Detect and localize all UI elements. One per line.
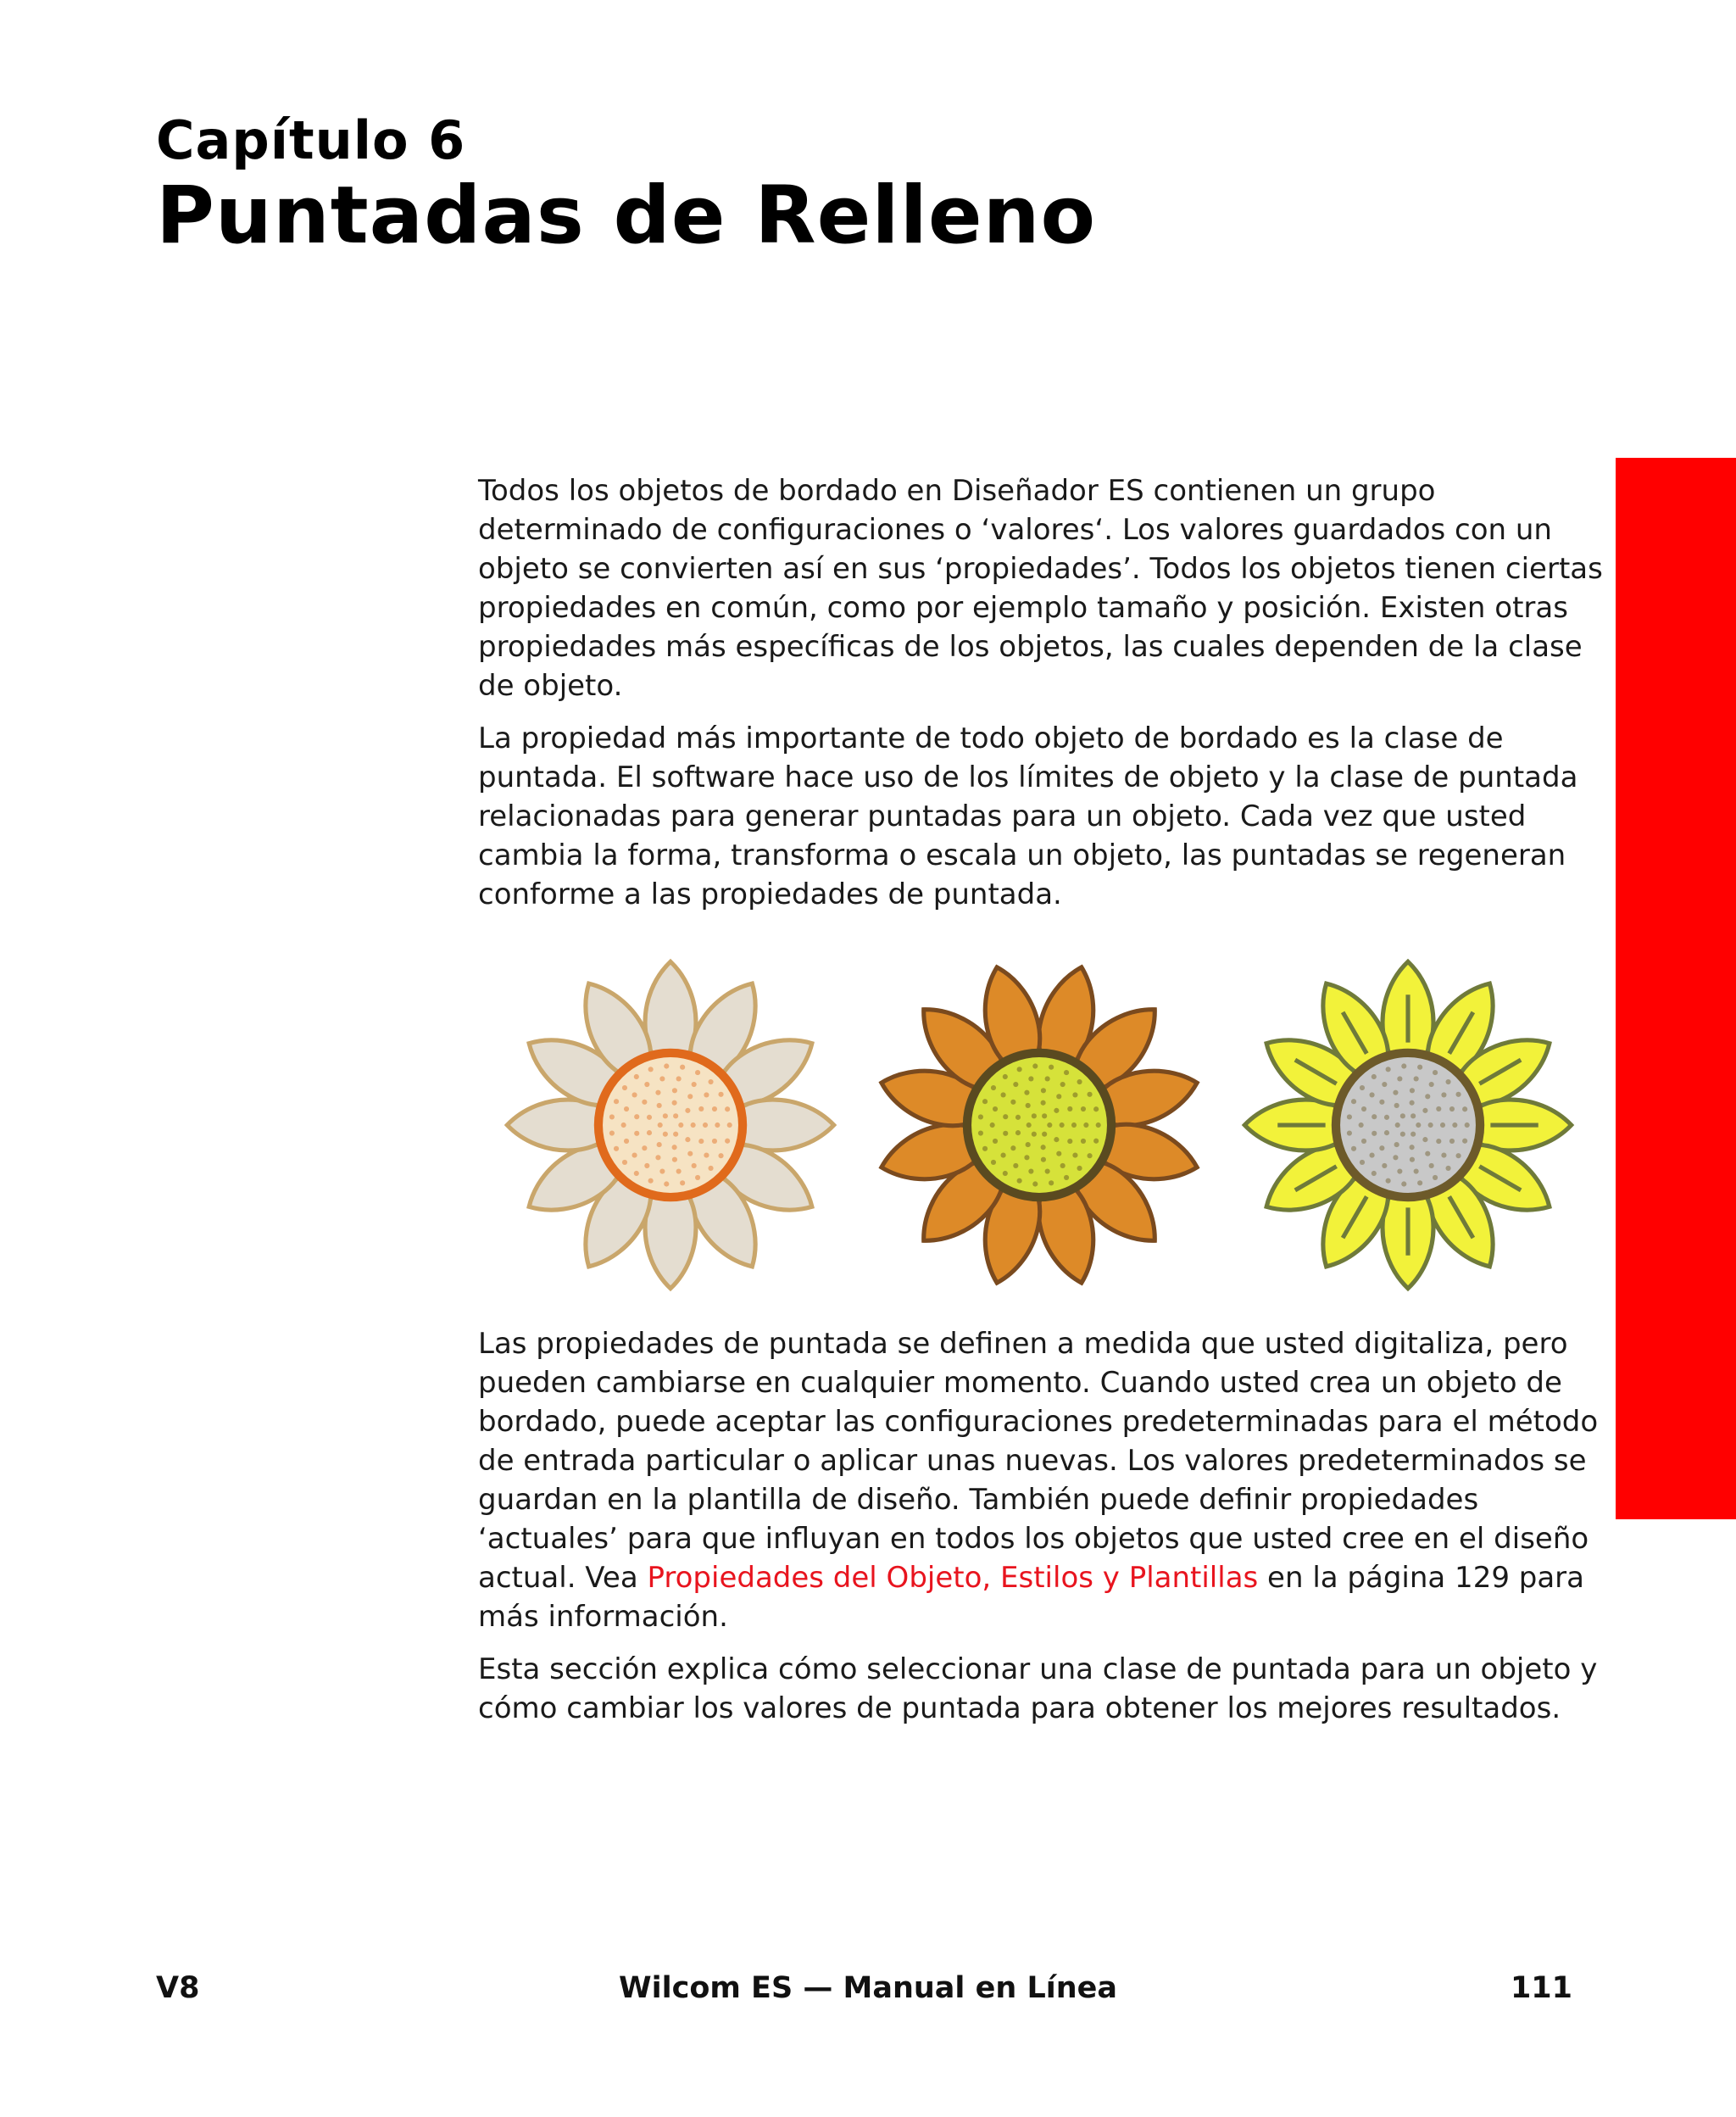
center-texture-dot (1087, 1092, 1092, 1097)
center-texture-dot (1417, 1180, 1422, 1185)
center-texture-dot (1024, 1155, 1029, 1160)
cross-reference-link[interactable]: Propiedades del Objeto, Estilos y Plantillas (647, 1561, 1259, 1595)
center-texture-dot (1060, 1123, 1065, 1128)
center-texture-dot (1400, 1113, 1405, 1118)
footer-manual-title: Wilcom ES — Manual en Línea (618, 1971, 1118, 2005)
center-texture-dot (704, 1152, 709, 1157)
center-texture-dot (664, 1063, 669, 1068)
center-texture-dot (692, 1163, 697, 1168)
center-texture-dot (1347, 1130, 1352, 1135)
center-texture-dot (624, 1139, 629, 1144)
center-texture-dot (1077, 1079, 1082, 1084)
center-texture-dot (991, 1160, 996, 1165)
center-texture-dot (663, 1113, 668, 1118)
center-texture-dot (609, 1114, 615, 1119)
center-texture-dot (1041, 1157, 1046, 1162)
center-texture-dot (1410, 1157, 1415, 1162)
center-texture-dot (1049, 1180, 1054, 1185)
center-texture-dot (993, 1139, 998, 1144)
center-texture-dot (1372, 1171, 1377, 1176)
center-texture-dot (1372, 1114, 1377, 1119)
center-texture-dot (1013, 1082, 1018, 1087)
center-texture-dot (659, 1076, 665, 1081)
center-texture-dot (672, 1100, 677, 1106)
center-texture-dot (1414, 1076, 1419, 1081)
center-texture-dot (680, 1180, 685, 1185)
center-texture-dot (1054, 1108, 1059, 1113)
details-paragraph-1 (478, 1324, 1605, 1636)
center-texture-dot (1042, 1113, 1047, 1118)
center-texture-dot (982, 1099, 988, 1104)
center-texture-dot (658, 1123, 663, 1128)
center-texture-dot (1067, 1106, 1072, 1111)
chapter-label: Capítulo 6 (156, 109, 466, 171)
center-texture-dot (1445, 1166, 1450, 1171)
center-texture-dot (1417, 1065, 1422, 1070)
center-texture-dot (1060, 1163, 1066, 1168)
center-texture-dot (1081, 1139, 1086, 1144)
intro-text (478, 471, 1605, 928)
yellow-flower-image (1234, 951, 1582, 1299)
center-texture-dot (1361, 1106, 1366, 1111)
center-texture-dot (1000, 1152, 1005, 1157)
center-texture-dot (1395, 1123, 1400, 1128)
orange-flower-image (865, 951, 1213, 1299)
center-texture-dot (614, 1099, 619, 1104)
center-texture-dot (1384, 1115, 1389, 1120)
center-texture-dot (1072, 1152, 1077, 1157)
center-texture-dot (1003, 1074, 1008, 1079)
center-texture-dot (647, 1130, 652, 1135)
center-texture-dot (1010, 1145, 1015, 1150)
center-texture-dot (691, 1123, 696, 1128)
center-texture-dot (655, 1155, 660, 1160)
details-paragraph-2: Esta sección explica cómo seleccionar una clase de puntada para un objeto y cómo cambiar los valores de puntada para obtener los mejores resultados. (478, 1652, 1598, 1725)
center-texture-dot (1465, 1123, 1470, 1128)
center-texture-dot (1436, 1106, 1441, 1111)
center-texture-dot (692, 1082, 697, 1087)
center-texture-dot (1429, 1163, 1434, 1168)
center-texture-dot (698, 1139, 704, 1144)
center-texture-dot (978, 1114, 983, 1119)
center-texture-dot (715, 1123, 720, 1128)
center-texture-dot (614, 1146, 619, 1151)
center-texture-dot (1441, 1152, 1446, 1157)
center-texture-dot (1436, 1139, 1441, 1144)
details-text-before-link: Las propiedades de puntada se definen a medida que usted digitaliza, pero pueden cambiarse en cualquier momento. Cuando usted crea un objeto de bordado, puede aceptar las configuraciones predeterminadas para el método de entrada particular o aplicar unas nuevas. Los valores predeterminados se guardan en la plantilla de diseño. También puede definir propiedades ‘actuales’ para que influyan en todos los objetos que usted cree en el diseño actual. Vea (478, 1327, 1599, 1595)
details-text-after-link: en la página 129 para más información. (478, 1561, 1584, 1634)
center-texture-dot (1422, 1137, 1427, 1142)
center-texture-dot (644, 1082, 649, 1087)
center-texture-dot (1372, 1131, 1377, 1136)
center-texture-dot (1414, 1168, 1419, 1173)
center-texture-dot (685, 1108, 690, 1113)
center-texture-dot (1010, 1100, 1015, 1105)
center-texture-dot (1081, 1106, 1086, 1111)
footer-page-number: 111 (1510, 1971, 1572, 2005)
center-texture-dot (1422, 1108, 1427, 1113)
center-texture-dot (1410, 1100, 1415, 1106)
center-texture-dot (1425, 1151, 1430, 1156)
center-texture-dot (644, 1163, 649, 1168)
center-texture-dot (1071, 1123, 1077, 1128)
center-texture-dot (1433, 1070, 1438, 1075)
center-texture-dot (609, 1130, 615, 1135)
center-texture-dot (685, 1137, 690, 1142)
center-texture-dot (632, 1092, 637, 1097)
center-texture-dot (1361, 1139, 1366, 1144)
center-texture-dot (1064, 1070, 1069, 1075)
center-texture-dot (1445, 1079, 1450, 1084)
center-texture-dot (1077, 1166, 1082, 1171)
center-texture-dot (1015, 1115, 1021, 1120)
center-texture-dot (1360, 1160, 1365, 1165)
center-texture-dot (632, 1152, 637, 1157)
center-texture-dot (1410, 1088, 1415, 1093)
center-texture-dot (622, 1085, 627, 1090)
center-texture-dot (1056, 1094, 1061, 1099)
center-texture-dot (1093, 1106, 1099, 1111)
center-texture-dot (1386, 1178, 1391, 1184)
center-texture-dot (676, 1168, 682, 1173)
center-texture-dot (1433, 1175, 1438, 1180)
center-texture-dot (1045, 1076, 1050, 1081)
footer-version: V8 (156, 1971, 200, 2005)
center-texture-dot (1096, 1123, 1101, 1128)
cream-flower-image (497, 951, 844, 1299)
center-texture-dot (1045, 1168, 1050, 1173)
center-texture-dot (1440, 1123, 1445, 1128)
center-texture-dot (1347, 1114, 1352, 1119)
center-texture-dot (1351, 1146, 1356, 1151)
center-texture-dot (695, 1175, 700, 1180)
center-texture-dot (624, 1106, 629, 1111)
center-texture-dot (676, 1076, 682, 1081)
center-texture-dot (1428, 1123, 1433, 1128)
center-texture-dot (1041, 1088, 1046, 1093)
center-texture-dot (1449, 1106, 1455, 1111)
center-texture-dot (657, 1142, 662, 1147)
center-texture-dot (1032, 1181, 1038, 1186)
center-texture-dot (1455, 1153, 1461, 1158)
center-texture-dot (1360, 1085, 1365, 1090)
center-texture-dot (1359, 1123, 1364, 1128)
center-texture-dot (1386, 1067, 1391, 1072)
center-texture-dot (725, 1139, 730, 1144)
chapter-tab-marker (1616, 458, 1736, 1519)
center-texture-dot (1041, 1145, 1046, 1150)
center-texture-dot (991, 1085, 996, 1090)
center-texture-dot (1393, 1090, 1398, 1095)
center-texture-dot (634, 1171, 639, 1176)
center-texture-dot (1056, 1151, 1061, 1156)
center-texture-dot (1032, 1132, 1037, 1137)
center-texture-dot (663, 1132, 668, 1137)
center-texture-dot (1351, 1099, 1356, 1104)
center-texture-dot (1455, 1092, 1461, 1097)
center-texture-dot (672, 1145, 677, 1150)
center-texture-dot (1369, 1092, 1374, 1097)
center-texture-dot (672, 1157, 677, 1162)
center-texture-dot (622, 1160, 627, 1165)
center-texture-dot (712, 1139, 717, 1144)
center-texture-dot (655, 1090, 660, 1095)
center-texture-dot (1379, 1100, 1384, 1105)
center-texture-dot (1425, 1094, 1430, 1099)
center-texture-dot (1032, 1113, 1037, 1118)
center-texture-dot (698, 1106, 704, 1111)
center-texture-dot (1382, 1082, 1387, 1087)
center-texture-dot (1452, 1123, 1457, 1128)
center-texture-dot (1032, 1063, 1038, 1068)
center-texture-dot (1401, 1181, 1406, 1186)
center-texture-dot (1013, 1163, 1018, 1168)
center-texture-dot (1087, 1153, 1092, 1158)
center-texture-dot (1382, 1163, 1387, 1168)
center-texture-dot (1067, 1139, 1072, 1144)
center-texture-dot (1384, 1130, 1389, 1135)
center-texture-dot (1401, 1063, 1406, 1068)
center-texture-dot (642, 1100, 647, 1105)
center-texture-dot (1047, 1123, 1052, 1128)
center-texture-dot (1041, 1100, 1046, 1106)
center-texture-dot (673, 1113, 678, 1118)
center-texture-dot (712, 1106, 717, 1111)
center-texture-dot (1017, 1178, 1022, 1184)
center-texture-dot (659, 1168, 665, 1173)
center-texture-dot (1093, 1139, 1099, 1144)
center-texture-dot (1394, 1142, 1399, 1147)
center-texture-dot (704, 1092, 709, 1097)
center-texture-dot (1379, 1145, 1384, 1150)
center-texture-dot (708, 1166, 713, 1171)
center-texture-dot (648, 1067, 654, 1072)
center-texture-dot (703, 1123, 708, 1128)
center-texture-dot (680, 1065, 685, 1070)
center-texture-dot (1003, 1171, 1008, 1176)
center-texture-dot (1000, 1092, 1005, 1097)
center-texture-dot (647, 1115, 652, 1120)
center-texture-dot (1017, 1067, 1022, 1072)
center-texture-dot (687, 1094, 693, 1099)
center-texture-dot (718, 1092, 723, 1097)
center-texture-dot (1015, 1130, 1021, 1135)
center-texture-dot (634, 1131, 639, 1136)
center-texture-dot (1410, 1132, 1416, 1137)
intro-paragraph-1: Todos los objetos de bordado en Diseñador ES contienen un grupo determinado de configuraciones o ‘valores‘. Los valores guardados con un objeto se convierten así en sus ‘propiedades’. Todos los objetos tienen ciertas propiedades en común, como por ejemplo tamaño y posición. Existen otras propiedades más específicas de los objetos, las cuales dependen de la clase de objeto. (478, 474, 1603, 703)
center-texture-dot (1060, 1082, 1066, 1087)
center-texture-dot (687, 1151, 693, 1156)
center-texture-dot (978, 1130, 983, 1135)
center-texture-dot (727, 1123, 732, 1128)
center-texture-dot (1462, 1139, 1467, 1144)
center-texture-dot (990, 1123, 995, 1128)
center-texture-dot (1026, 1103, 1031, 1108)
center-texture-dot (657, 1103, 662, 1108)
center-texture-dot (648, 1178, 654, 1184)
center-texture-dot (1083, 1123, 1088, 1128)
center-texture-dot (982, 1146, 988, 1151)
center-texture-dot (1028, 1168, 1033, 1173)
center-texture-dot (664, 1181, 669, 1186)
center-texture-dot (725, 1106, 730, 1111)
center-texture-dot (1449, 1139, 1455, 1144)
center-texture-dot (1397, 1076, 1402, 1081)
center-texture-dot (672, 1088, 677, 1093)
center-texture-dot (673, 1132, 678, 1137)
center-texture-dot (1024, 1090, 1029, 1095)
center-texture-dot (1064, 1175, 1069, 1180)
center-texture-dot (1026, 1142, 1031, 1147)
center-texture-dot (1397, 1168, 1402, 1173)
center-texture-dot (993, 1106, 998, 1111)
center-texture-dot (1400, 1132, 1405, 1137)
center-texture-dot (718, 1153, 723, 1158)
center-texture-dot (634, 1114, 639, 1119)
center-texture-dot (1054, 1137, 1059, 1142)
center-texture-dot (708, 1079, 713, 1084)
center-texture-dot (1410, 1113, 1416, 1118)
center-texture-dot (1441, 1092, 1446, 1097)
center-texture-dot (1028, 1076, 1033, 1081)
center-texture-dot (678, 1123, 683, 1128)
center-texture-dot (1416, 1123, 1421, 1128)
center-texture-dot (1462, 1106, 1467, 1111)
center-texture-dot (1372, 1074, 1377, 1079)
center-texture-dot (1003, 1114, 1008, 1119)
embroidery-flowers-figure (497, 951, 1582, 1299)
center-texture-dot (621, 1123, 626, 1128)
center-texture-dot (695, 1070, 700, 1075)
center-texture-dot (642, 1145, 647, 1150)
center-texture-dot (1049, 1065, 1054, 1070)
center-texture-dot (1393, 1155, 1398, 1160)
center-texture-dot (1027, 1123, 1032, 1128)
intro-paragraph-2: La propiedad más importante de todo objeto de bordado es la clase de puntada. El software hace uso de los límites de objeto y la clase de puntada relacionadas para generar puntadas para un objeto. Cada vez que usted cambia la forma, transforma o escala un objeto, las puntadas se regeneran conforme a las propiedades de puntada. (478, 721, 1578, 911)
center-texture-dot (1394, 1103, 1399, 1108)
center-texture-dot (1072, 1092, 1077, 1097)
center-texture-dot (1003, 1131, 1008, 1136)
center-texture-dot (1369, 1152, 1374, 1157)
center-texture-dot (1410, 1145, 1415, 1150)
details-text (478, 1324, 1605, 1741)
center-texture-dot (634, 1074, 639, 1079)
center-texture-dot (1429, 1082, 1434, 1087)
chapter-title: Puntadas de Relleno (156, 170, 1097, 262)
center-texture-dot (1042, 1132, 1047, 1137)
